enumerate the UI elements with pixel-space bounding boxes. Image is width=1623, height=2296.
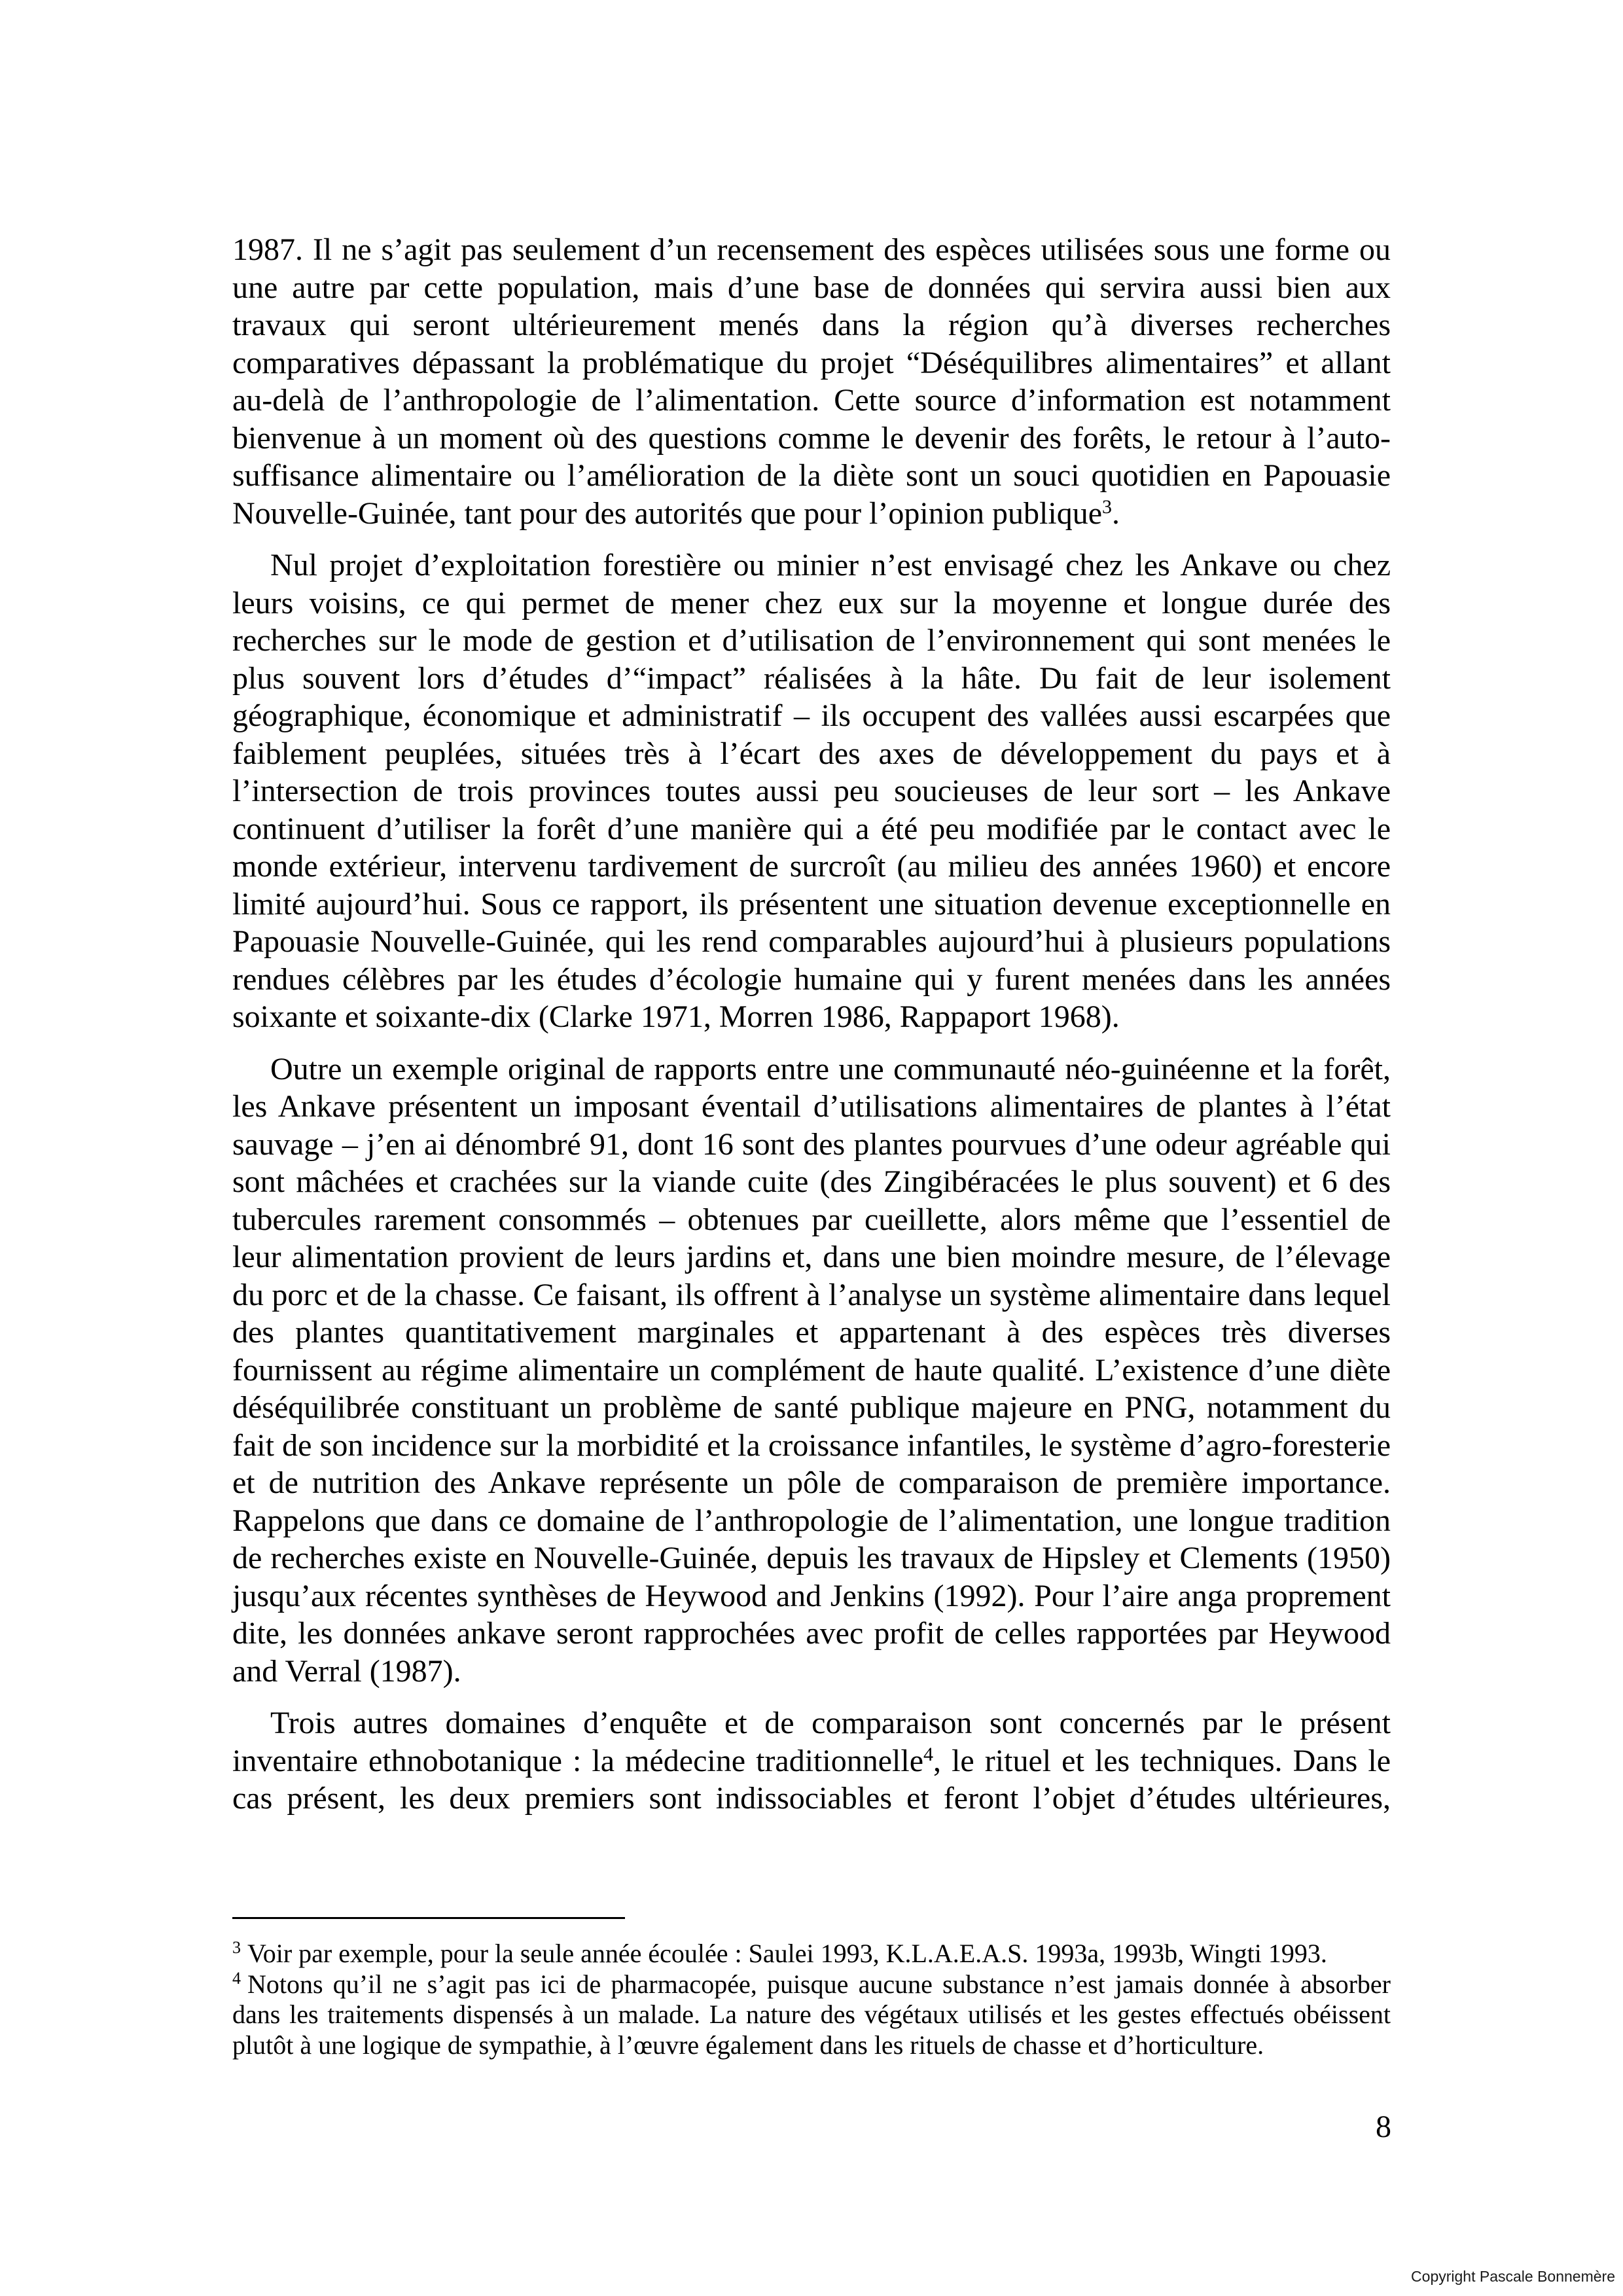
paragraph-2: Nul projet d’exploitation forestière ou minier n’est envisagé chez les Ankave ou chez leurs voisins, ce qui permet de mener chez eux sur la moyenne et longue durée des recherches sur le mode de gestion et d’utilisation de l’environnement qui sont menées le plus souvent lors d’études d’“impact” réalisées à la hâte. Du fait de leur isolement géographique, économique et administratif – ils occupent des vallées aussi escarpées que faiblement peuplées, situées très à l’écart des axes de développement du pays et à l’intersection de trois provinces toutes aussi peu soucieuses de leur sort – les Ankave continuent d’utiliser la forêt d’une manière qui a été peu modifiée par le contact avec le monde extérieur, intervenu tardivement de surcroît (au milieu des années 1960) et encore limité aujourd’hui. Sous ce rapport, ils présentent une situation devenue exceptionnelle en Papouasie Nouvelle-Guinée, qui les rend comparables aujourd’hui à plusieurs populations rendues célèbres par les études d’écologie humaine qui y furent menées dans les années soixante et soixante-dix (Clarke 1971, Morren 1986, Rappaport 1968). — [232, 548, 1391, 1034]
paragraph-4 — [232, 1704, 1391, 1818]
footnote-4 — [232, 1969, 1391, 2061]
page-number: 8 — [1376, 2109, 1391, 2144]
footnote-4-text: Notons qu’il ne s’agit pas ici de pharmacopée, puisque aucune substance n’est jamais donnée à absorber dans les traitements dispensés à un malade. La nature des végétaux utilisés et les gestes effectués obéissent plutôt à une logique de sympathie, à l’œuvre également dans les rituels de chasse et d’horticulture. — [232, 1969, 1391, 2060]
paragraph-3: Outre un exemple original de rapports entre une communauté néo-guinéenne et la forêt, les Ankave présentent un imposant éventail d’utilisations alimentaires de plantes à l’état sauvage – j’en ai dénombré 91, dont 16 sont des plantes pourvues d’une odeur agréable qui sont mâchées et crachées sur la viande cuite (des Zingibéracées le plus souvent) et 6 des tubercules rarement consommés – obtenues par cueillette, alors même que l’essentiel de leur alimentation provient de leurs jardins et, dans une bien moindre mesure, de l’élevage du porc et de la chasse. Ce faisant, ils offrent à l’analyse un système alimentaire dans lequel des plantes quantitativement marginales et appartenant à des espèces très diverses fournissent au régime alimentaire un complément de haute qualité. L’existence d’une diète déséquilibrée constituant un problème de santé publique majeure en PNG, notamment du fait de son incidence sur la morbidité et la croissance infantiles, le système d’agro-foresterie et de nutrition des Ankave représente un pôle de comparaison de première importance. Rappelons que dans ce domaine de l’anthropologie de l’alimentation, une longue tradition de recherches existe en Nouvelle-Guinée, depuis les travaux de Hipsley et Clements (1950) jusqu’aux récentes synthèses de Heywood and Jenkins (1992). Pour l’aire anga proprement dite, les données ankave seront rapprochées avec profit de celles rapportées par Heywood and Verral (1987). — [232, 1051, 1391, 1689]
footnote-3-number: 3 — [232, 1938, 241, 1957]
paragraph-1 — [232, 231, 1391, 532]
body-text — [232, 231, 1391, 1832]
paragraph-1-end: . — [1112, 495, 1120, 531]
footnote-4-number: 4 — [232, 1968, 241, 1988]
footnote-3 — [232, 1939, 1391, 1969]
paragraph-4-text-before: Trois autres domaines d’enquête et de comparaison sont concernés par le présent inventaire ethnobotanique : la médecine traditionnelle — [232, 1706, 1391, 1778]
footnote-ref-4[interactable]: 4 — [923, 1743, 933, 1765]
footnote-3-text: Voir par exemple, pour la seule année écoulée : Saulei 1993, K.L.A.E.A.S. 1993a, 1993b, Wingti 1993. — [247, 1939, 1327, 1968]
footnote-ref-3[interactable]: 3 — [1102, 495, 1113, 518]
footnote-separator — [232, 1917, 625, 1919]
paragraph-4-text-after: , le rituel et les techniques. Dans le cas présent, les deux premiers sont indissociables et feront l’objet d’études ultérieures, — [232, 1743, 1391, 1816]
copyright-notice: Copyright Pascale Bonnemère — [1411, 2268, 1615, 2285]
footnotes — [232, 1939, 1391, 2060]
paragraph-1-text: 1987. Il ne s’agit pas seulement d’un recensement des espèces utilisées sous une forme ou une autre par cette population, mais d’une base de données qui servira aussi bien aux travaux qui seront ultérieurement menés dans la région qu’à diverses recherches comparatives dépassant la problématique du projet “Déséquilibres alimentaires” et allant au-delà de l’anthropologie de l’alimentation. Cette source d’information est notamment bienvenue à un moment où des questions comme le devenir des forêts, le retour à l’auto-suffisance alimentaire ou l’amélioration de la diète sont un souci quotidien en Papouasie Nouvelle-Guinée, tant pour des autorités que pour l’opinion publique — [232, 232, 1391, 531]
